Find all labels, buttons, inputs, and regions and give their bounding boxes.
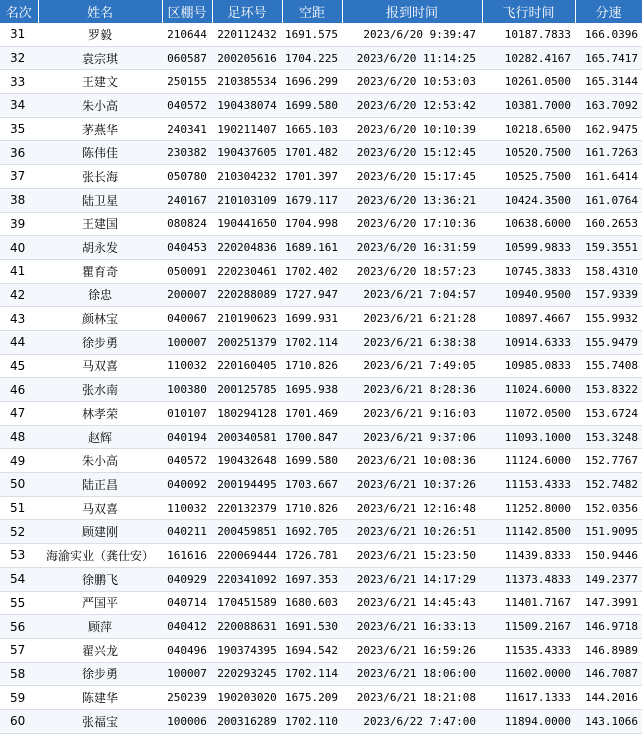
cell-ring-id: 220160405 — [212, 354, 282, 378]
cell-name: 马双喜 — [38, 354, 162, 378]
cell-rank: 35 — [0, 117, 38, 141]
cell-speed: 160.2653 — [575, 212, 642, 236]
cell-flight-time: 11252.8000 — [482, 496, 575, 520]
cell-flight-time: 11894.0000 — [482, 709, 575, 733]
table-row[interactable] — [0, 473, 642, 497]
cell-rank: 55 — [0, 591, 38, 615]
cell-name: 陆正昌 — [38, 473, 162, 497]
cell-ring-id: 200340581 — [212, 425, 282, 449]
cell-distance: 1691.575 — [282, 23, 342, 46]
cell-arrival-time: 2023/6/20 10:53:03 — [342, 70, 482, 94]
cell-name: 严国平 — [38, 591, 162, 615]
cell-name: 徐鹏飞 — [38, 567, 162, 591]
cell-loft-id: 040572 — [162, 449, 212, 473]
cell-flight-time: 10261.0500 — [482, 70, 575, 94]
cell-speed: 155.9479 — [575, 330, 642, 354]
cell-distance: 1699.580 — [282, 449, 342, 473]
cell-flight-time: 10525.7500 — [482, 165, 575, 189]
cell-loft-id: 080824 — [162, 212, 212, 236]
cell-arrival-time: 2023/6/21 10:26:51 — [342, 520, 482, 544]
table-row[interactable] — [0, 330, 642, 354]
cell-loft-id: 040572 — [162, 94, 212, 118]
cell-speed: 146.9718 — [575, 615, 642, 639]
cell-rank: 58 — [0, 662, 38, 686]
cell-arrival-time: 2023/6/20 18:57:23 — [342, 259, 482, 283]
table-row[interactable] — [0, 496, 642, 520]
cell-ring-id: 190437605 — [212, 141, 282, 165]
cell-distance: 1701.482 — [282, 141, 342, 165]
cell-distance: 1702.110 — [282, 709, 342, 733]
cell-loft-id: 200007 — [162, 283, 212, 307]
cell-flight-time: 11153.4333 — [482, 473, 575, 497]
cell-flight-time: 10914.6333 — [482, 330, 575, 354]
cell-arrival-time: 2023/6/21 6:38:38 — [342, 330, 482, 354]
header-distance[interactable]: 空距 — [282, 0, 342, 23]
cell-loft-id: 250155 — [162, 70, 212, 94]
cell-loft-id: 100380 — [162, 378, 212, 402]
cell-speed: 151.9095 — [575, 520, 642, 544]
cell-arrival-time: 2023/6/21 8:28:36 — [342, 378, 482, 402]
cell-arrival-time: 2023/6/21 7:04:57 — [342, 283, 482, 307]
table-row[interactable] — [0, 141, 642, 165]
cell-arrival-time: 2023/6/20 16:31:59 — [342, 236, 482, 260]
cell-name: 徐步勇 — [38, 662, 162, 686]
cell-flight-time: 11142.8500 — [482, 520, 575, 544]
cell-distance: 1710.826 — [282, 496, 342, 520]
cell-name: 胡永发 — [38, 236, 162, 260]
table-row[interactable] — [0, 709, 642, 733]
cell-ring-id: 210103109 — [212, 188, 282, 212]
header-speed[interactable]: 分速 — [575, 0, 642, 23]
cell-flight-time: 11535.4333 — [482, 638, 575, 662]
cell-rank: 41 — [0, 259, 38, 283]
table-row[interactable] — [0, 520, 642, 544]
cell-flight-time: 11072.0500 — [482, 402, 575, 426]
cell-arrival-time: 2023/6/20 9:39:47 — [342, 23, 482, 46]
table-row[interactable] — [0, 70, 642, 94]
cell-name: 袁宗琪 — [38, 46, 162, 70]
cell-loft-id: 240341 — [162, 117, 212, 141]
cell-speed: 162.9475 — [575, 117, 642, 141]
cell-rank: 39 — [0, 212, 38, 236]
cell-name: 陈伟佳 — [38, 141, 162, 165]
cell-flight-time: 11024.6000 — [482, 378, 575, 402]
cell-ring-id: 210304232 — [212, 165, 282, 189]
cell-loft-id: 010107 — [162, 402, 212, 426]
cell-flight-time: 11617.1333 — [482, 686, 575, 710]
cell-speed: 143.1066 — [575, 709, 642, 733]
cell-name: 朱小高 — [38, 449, 162, 473]
cell-flight-time: 10897.4667 — [482, 307, 575, 331]
table-row[interactable] — [0, 283, 642, 307]
cell-flight-time: 10520.7500 — [482, 141, 575, 165]
cell-speed: 152.0356 — [575, 496, 642, 520]
cell-name: 徐忠 — [38, 283, 162, 307]
cell-flight-time: 11401.7167 — [482, 591, 575, 615]
cell-ring-id: 220112432 — [212, 23, 282, 46]
cell-distance: 1694.542 — [282, 638, 342, 662]
cell-rank: 36 — [0, 141, 38, 165]
cell-distance: 1710.826 — [282, 354, 342, 378]
cell-arrival-time: 2023/6/21 10:37:26 — [342, 473, 482, 497]
cell-distance: 1702.114 — [282, 330, 342, 354]
cell-arrival-time: 2023/6/21 16:33:13 — [342, 615, 482, 639]
cell-rank: 60 — [0, 709, 38, 733]
table-row[interactable] — [0, 662, 642, 686]
table-body — [0, 23, 642, 733]
table-row[interactable] — [0, 686, 642, 710]
cell-rank: 32 — [0, 46, 38, 70]
cell-flight-time: 10745.3833 — [482, 259, 575, 283]
cell-ring-id: 200316289 — [212, 709, 282, 733]
cell-speed: 153.8322 — [575, 378, 642, 402]
cell-speed: 153.3248 — [575, 425, 642, 449]
table-row[interactable] — [0, 307, 642, 331]
cell-loft-id: 250239 — [162, 686, 212, 710]
cell-speed: 165.3144 — [575, 70, 642, 94]
cell-rank: 43 — [0, 307, 38, 331]
cell-loft-id: 161616 — [162, 544, 212, 568]
cell-arrival-time: 2023/6/21 12:16:48 — [342, 496, 482, 520]
cell-distance: 1679.117 — [282, 188, 342, 212]
cell-name: 王建文 — [38, 70, 162, 94]
table-row[interactable] — [0, 449, 642, 473]
cell-ring-id: 220204836 — [212, 236, 282, 260]
cell-name: 林孝荣 — [38, 402, 162, 426]
cell-flight-time: 10940.9500 — [482, 283, 575, 307]
cell-ring-id: 200459851 — [212, 520, 282, 544]
cell-rank: 31 — [0, 23, 38, 46]
header-row — [0, 0, 642, 23]
cell-loft-id: 100007 — [162, 662, 212, 686]
cell-speed: 146.8989 — [575, 638, 642, 662]
cell-loft-id: 040412 — [162, 615, 212, 639]
cell-flight-time: 11093.1000 — [482, 425, 575, 449]
cell-ring-id: 200251379 — [212, 330, 282, 354]
cell-speed: 144.2016 — [575, 686, 642, 710]
cell-distance: 1699.931 — [282, 307, 342, 331]
cell-name: 马双喜 — [38, 496, 162, 520]
cell-flight-time: 10638.6000 — [482, 212, 575, 236]
cell-loft-id: 210644 — [162, 23, 212, 46]
cell-flight-time: 11124.6000 — [482, 449, 575, 473]
table-row[interactable] — [0, 165, 642, 189]
cell-rank: 38 — [0, 188, 38, 212]
cell-flight-time: 10381.7000 — [482, 94, 575, 118]
cell-arrival-time: 2023/6/20 17:10:36 — [342, 212, 482, 236]
cell-speed: 149.2377 — [575, 567, 642, 591]
cell-ring-id: 200125785 — [212, 378, 282, 402]
cell-rank: 53 — [0, 544, 38, 568]
table-row[interactable] — [0, 236, 642, 260]
cell-arrival-time: 2023/6/20 15:17:45 — [342, 165, 482, 189]
cell-arrival-time: 2023/6/21 18:21:08 — [342, 686, 482, 710]
cell-ring-id: 190203020 — [212, 686, 282, 710]
table-row[interactable] — [0, 544, 642, 568]
cell-rank: 45 — [0, 354, 38, 378]
cell-flight-time: 10599.9833 — [482, 236, 575, 260]
cell-name: 王建国 — [38, 212, 162, 236]
cell-distance: 1701.397 — [282, 165, 342, 189]
table-row[interactable] — [0, 188, 642, 212]
cell-distance: 1680.603 — [282, 591, 342, 615]
cell-distance: 1692.705 — [282, 520, 342, 544]
cell-distance: 1696.299 — [282, 70, 342, 94]
cell-flight-time: 11509.2167 — [482, 615, 575, 639]
cell-loft-id: 040929 — [162, 567, 212, 591]
cell-rank: 48 — [0, 425, 38, 449]
table-row[interactable] — [0, 117, 642, 141]
cell-flight-time: 11602.0000 — [482, 662, 575, 686]
cell-flight-time: 11439.8333 — [482, 544, 575, 568]
cell-speed: 146.7087 — [575, 662, 642, 686]
cell-distance: 1675.209 — [282, 686, 342, 710]
cell-arrival-time: 2023/6/20 13:36:21 — [342, 188, 482, 212]
cell-arrival-time: 2023/6/21 10:08:36 — [342, 449, 482, 473]
cell-arrival-time: 2023/6/20 10:10:39 — [342, 117, 482, 141]
cell-ring-id: 180294128 — [212, 402, 282, 426]
table-row[interactable] — [0, 567, 642, 591]
cell-rank: 52 — [0, 520, 38, 544]
cell-arrival-time: 2023/6/21 14:45:43 — [342, 591, 482, 615]
cell-loft-id: 110032 — [162, 354, 212, 378]
cell-ring-id: 210385534 — [212, 70, 282, 94]
table-row[interactable] — [0, 378, 642, 402]
cell-ring-id: 190438074 — [212, 94, 282, 118]
cell-name: 张长海 — [38, 165, 162, 189]
cell-loft-id: 240167 — [162, 188, 212, 212]
cell-name: 张水南 — [38, 378, 162, 402]
table-row[interactable] — [0, 591, 642, 615]
cell-distance: 1689.161 — [282, 236, 342, 260]
cell-rank: 46 — [0, 378, 38, 402]
header-ring-id[interactable]: 足环号 — [212, 0, 282, 23]
cell-loft-id: 230382 — [162, 141, 212, 165]
cell-flight-time: 11373.4833 — [482, 567, 575, 591]
cell-loft-id: 110032 — [162, 496, 212, 520]
cell-speed: 161.6414 — [575, 165, 642, 189]
cell-rank: 47 — [0, 402, 38, 426]
cell-name: 张福宝 — [38, 709, 162, 733]
cell-distance: 1702.114 — [282, 662, 342, 686]
cell-distance: 1727.947 — [282, 283, 342, 307]
cell-loft-id: 040092 — [162, 473, 212, 497]
cell-speed: 158.4310 — [575, 259, 642, 283]
cell-name: 徐步勇 — [38, 330, 162, 354]
cell-speed: 155.9932 — [575, 307, 642, 331]
cell-ring-id: 200194495 — [212, 473, 282, 497]
cell-distance: 1700.847 — [282, 425, 342, 449]
cell-distance: 1695.938 — [282, 378, 342, 402]
cell-loft-id: 040067 — [162, 307, 212, 331]
cell-name: 茅燕华 — [38, 117, 162, 141]
cell-name: 陈建华 — [38, 686, 162, 710]
cell-rank: 34 — [0, 94, 38, 118]
cell-distance: 1701.469 — [282, 402, 342, 426]
cell-distance: 1704.225 — [282, 46, 342, 70]
cell-speed: 155.7408 — [575, 354, 642, 378]
cell-ring-id: 220288089 — [212, 283, 282, 307]
cell-speed: 165.7417 — [575, 46, 642, 70]
cell-loft-id: 050091 — [162, 259, 212, 283]
cell-name: 颜林宝 — [38, 307, 162, 331]
cell-rank: 51 — [0, 496, 38, 520]
cell-name: 海渝实业（龚仕安） — [38, 544, 162, 568]
cell-distance: 1702.402 — [282, 259, 342, 283]
cell-loft-id: 040211 — [162, 520, 212, 544]
cell-ring-id: 190211407 — [212, 117, 282, 141]
cell-name: 顾建刚 — [38, 520, 162, 544]
cell-name: 翟兴龙 — [38, 638, 162, 662]
cell-arrival-time: 2023/6/21 18:06:00 — [342, 662, 482, 686]
table-row[interactable] — [0, 46, 642, 70]
cell-ring-id: 190432648 — [212, 449, 282, 473]
cell-arrival-time: 2023/6/20 12:53:42 — [342, 94, 482, 118]
cell-loft-id: 040453 — [162, 236, 212, 260]
cell-arrival-time: 2023/6/21 16:59:26 — [342, 638, 482, 662]
cell-speed: 152.7767 — [575, 449, 642, 473]
cell-rank: 33 — [0, 70, 38, 94]
cell-ring-id: 220293245 — [212, 662, 282, 686]
cell-distance: 1699.580 — [282, 94, 342, 118]
cell-loft-id: 040194 — [162, 425, 212, 449]
cell-ring-id: 220069444 — [212, 544, 282, 568]
cell-name: 朱小高 — [38, 94, 162, 118]
cell-loft-id: 100007 — [162, 330, 212, 354]
cell-loft-id: 050780 — [162, 165, 212, 189]
cell-rank: 57 — [0, 638, 38, 662]
cell-name: 陆卫星 — [38, 188, 162, 212]
cell-rank: 42 — [0, 283, 38, 307]
cell-rank: 50 — [0, 473, 38, 497]
table-row[interactable] — [0, 212, 642, 236]
table-row[interactable] — [0, 402, 642, 426]
cell-speed: 161.0764 — [575, 188, 642, 212]
cell-distance: 1665.103 — [282, 117, 342, 141]
cell-rank: 44 — [0, 330, 38, 354]
cell-arrival-time: 2023/6/21 15:23:50 — [342, 544, 482, 568]
cell-speed: 163.7092 — [575, 94, 642, 118]
cell-rank: 59 — [0, 686, 38, 710]
cell-rank: 40 — [0, 236, 38, 260]
cell-distance: 1726.781 — [282, 544, 342, 568]
cell-distance: 1697.353 — [282, 567, 342, 591]
cell-speed: 161.7263 — [575, 141, 642, 165]
cell-ring-id: 200205616 — [212, 46, 282, 70]
cell-speed: 153.6724 — [575, 402, 642, 426]
cell-arrival-time: 2023/6/21 14:17:29 — [342, 567, 482, 591]
cell-distance: 1704.998 — [282, 212, 342, 236]
cell-distance: 1703.667 — [282, 473, 342, 497]
table-row[interactable] — [0, 259, 642, 283]
cell-speed: 159.3551 — [575, 236, 642, 260]
cell-ring-id: 220341092 — [212, 567, 282, 591]
cell-arrival-time: 2023/6/21 9:37:06 — [342, 425, 482, 449]
cell-arrival-time: 2023/6/20 15:12:45 — [342, 141, 482, 165]
cell-ring-id: 190441650 — [212, 212, 282, 236]
cell-loft-id: 040496 — [162, 638, 212, 662]
cell-flight-time: 10218.6500 — [482, 117, 575, 141]
table-row[interactable] — [0, 94, 642, 118]
header-name[interactable]: 姓名 — [38, 0, 162, 23]
cell-loft-id: 060587 — [162, 46, 212, 70]
table-row[interactable] — [0, 638, 642, 662]
cell-name: 瞿育奇 — [38, 259, 162, 283]
cell-arrival-time: 2023/6/21 7:49:05 — [342, 354, 482, 378]
cell-distance: 1691.530 — [282, 615, 342, 639]
cell-speed: 150.9446 — [575, 544, 642, 568]
cell-speed: 157.9339 — [575, 283, 642, 307]
cell-speed: 166.0396 — [575, 23, 642, 46]
header-flight-time[interactable]: 飞行时间 — [482, 0, 575, 23]
cell-ring-id: 220132379 — [212, 496, 282, 520]
cell-flight-time: 10424.3500 — [482, 188, 575, 212]
header-rank[interactable]: 名次 — [0, 0, 38, 23]
cell-arrival-time: 2023/6/22 7:47:00 — [342, 709, 482, 733]
cell-rank: 54 — [0, 567, 38, 591]
cell-ring-id: 170451589 — [212, 591, 282, 615]
table-row[interactable] — [0, 354, 642, 378]
cell-name: 赵辉 — [38, 425, 162, 449]
cell-speed: 152.7482 — [575, 473, 642, 497]
header-arrival-time[interactable]: 报到时间 — [342, 0, 482, 23]
cell-arrival-time: 2023/6/21 6:21:28 — [342, 307, 482, 331]
table-row[interactable] — [0, 615, 642, 639]
cell-ring-id: 190374395 — [212, 638, 282, 662]
header-loft-id[interactable]: 区棚号 — [162, 0, 212, 23]
table-row[interactable] — [0, 425, 642, 449]
cell-loft-id: 040714 — [162, 591, 212, 615]
cell-loft-id: 100006 — [162, 709, 212, 733]
cell-speed: 147.3991 — [575, 591, 642, 615]
cell-ring-id: 220088631 — [212, 615, 282, 639]
cell-ring-id: 210190623 — [212, 307, 282, 331]
cell-ring-id: 220230461 — [212, 259, 282, 283]
cell-rank: 37 — [0, 165, 38, 189]
cell-flight-time: 10282.4167 — [482, 46, 575, 70]
cell-arrival-time: 2023/6/21 9:16:03 — [342, 402, 482, 426]
cell-flight-time: 10985.0833 — [482, 354, 575, 378]
cell-rank: 56 — [0, 615, 38, 639]
cell-name: 顾萍 — [38, 615, 162, 639]
cell-arrival-time: 2023/6/20 11:14:25 — [342, 46, 482, 70]
cell-rank: 49 — [0, 449, 38, 473]
cell-name: 罗毅 — [38, 23, 162, 46]
cell-flight-time: 10187.7833 — [482, 23, 575, 46]
table-row[interactable] — [0, 23, 642, 46]
